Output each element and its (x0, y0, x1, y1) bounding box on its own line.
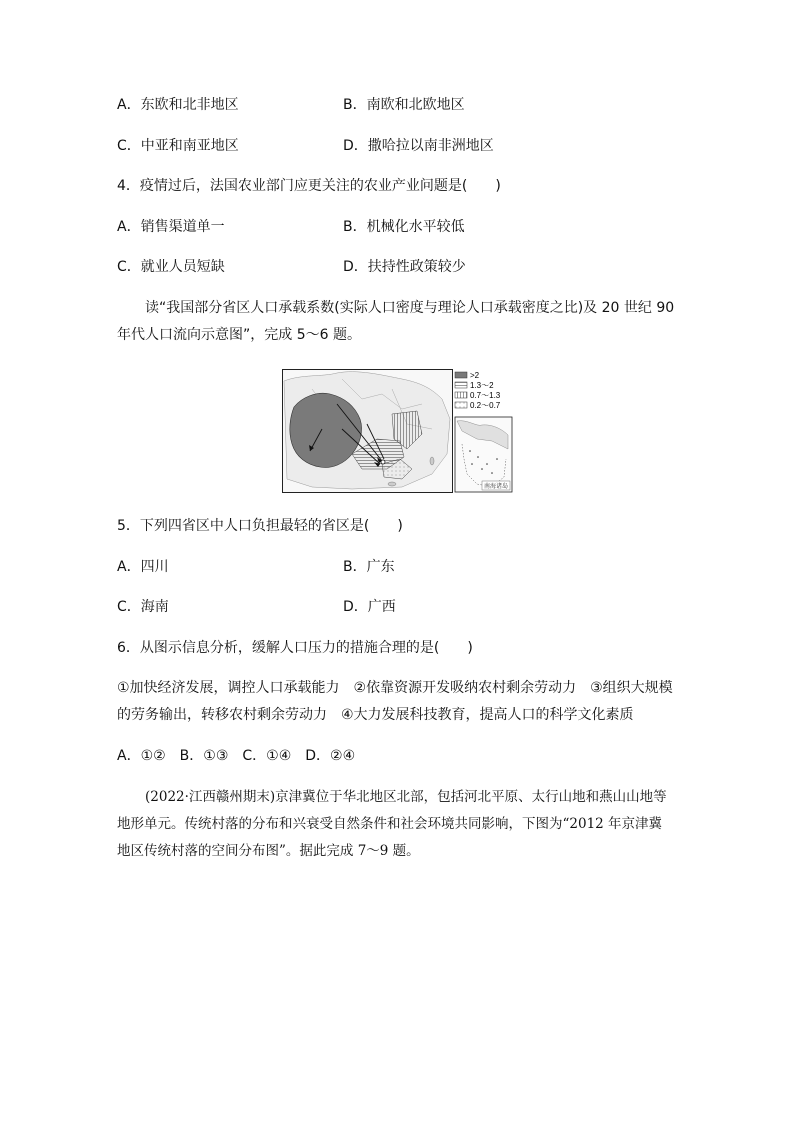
q5-option-c: C．海南 (117, 599, 169, 615)
q4-stem: 4．疫情过后，法国农业部门应更关注的农业产业问题是( ) (117, 178, 501, 194)
legend-label-4: 0.2～0.7 (470, 401, 501, 410)
population-map (282, 369, 514, 493)
q3-option-c: C．中亚和南亚地区 (117, 138, 239, 154)
inset-label: 南海诸岛 (484, 483, 509, 490)
q4-option-a: A．销售渠道单一 (117, 219, 225, 235)
q4-option-d: D．扶持性政策较少 (343, 259, 466, 275)
q5-option-d: D．广西 (343, 599, 396, 615)
q3-option-a: A．东欧和北非地区 (117, 97, 239, 113)
legend-label-3: 0.7～1.3 (470, 391, 501, 400)
intro-7-9-line1: (2022·江西赣州期末)京津冀位于华北地区北部，包括河北平原、太行山地和燕山山地等 (145, 789, 667, 805)
q6-text-line1: ①加快经济发展，调控人口承载能力 ②依靠资源开发吸纳农村剩余劳动力 ③组织大规模 (117, 680, 673, 696)
south-china-sea-inset (455, 417, 512, 492)
map-legend (455, 371, 501, 410)
q5-stem: 5．下列四省区中人口负担最轻的省区是( ) (117, 518, 403, 534)
legend-label-2: 1.3～2 (470, 381, 494, 390)
intro-7-9-line3: 地区传统村落的空间分布图”。据此完成 7～9 题。 (117, 843, 420, 859)
q4-option-c: C．就业人员短缺 (117, 259, 225, 275)
intro-7-9-line2: 地形单元。传统村落的分布和兴衰受自然条件和社会环境共同影响，下图为“2012 年京津冀 (117, 816, 663, 832)
q6-stem: 6．从图示信息分析，缓解人口压力的措施合理的是( ) (117, 640, 473, 656)
intro-5-6-line1: 读“我国部分省区人口承载系数(实际人口密度与理论人口承载密度之比)及 20 世纪 90 (145, 300, 675, 316)
q6-text-line2: 的劳务输出，转移农村剩余劳动力 ④大力发展科技教育，提高人口的科学文化素质 (117, 707, 634, 723)
population-map-figure (282, 369, 514, 493)
q3-option-d: D．撒哈拉以南非洲地区 (343, 138, 494, 154)
legend-label-1: >2 (470, 371, 480, 380)
q5-option-a: A．四川 (117, 559, 169, 575)
intro-5-6-line2: 年代人口流向示意图”，完成 5～6 题。 (117, 327, 361, 343)
q3-option-b: B．南欧和北欧地区 (343, 97, 465, 113)
q5-option-b: B．广东 (343, 559, 395, 575)
q6-options: A．①② B．①③ C．①④ D．②④ (117, 748, 356, 764)
q4-option-b: B．机械化水平较低 (343, 219, 465, 235)
